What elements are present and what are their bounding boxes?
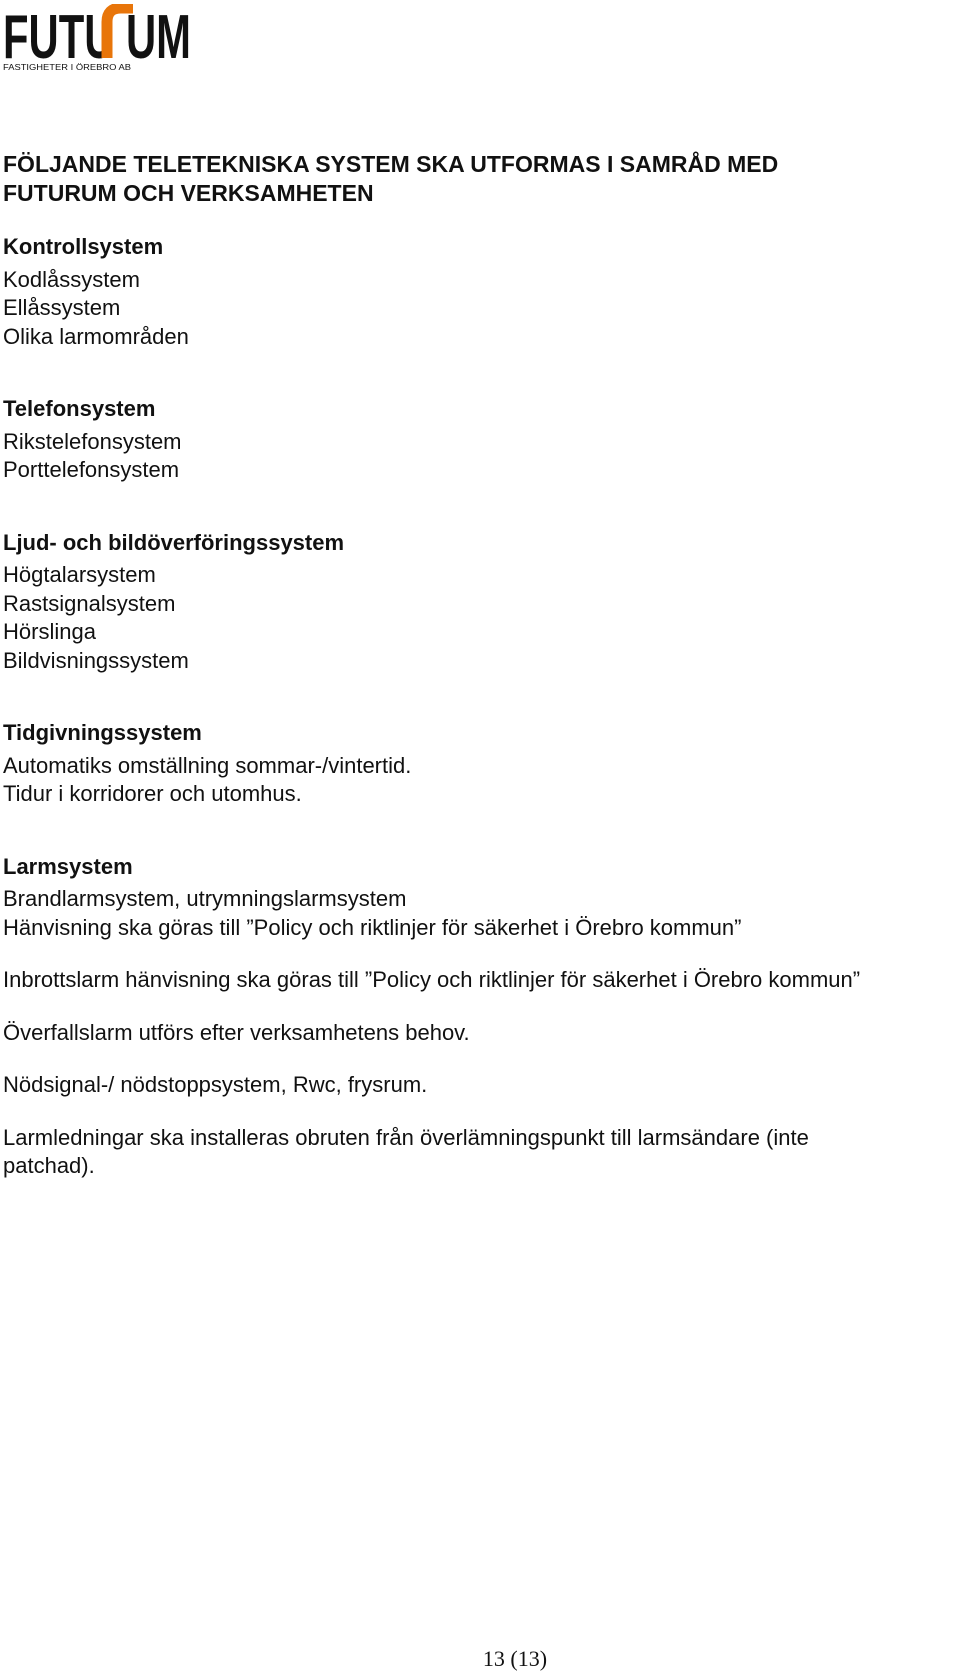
futurum-logo	[3, 4, 195, 74]
futurum-logo-graphic	[3, 4, 195, 74]
list-item: Tidur i korridorer och utomhus.	[3, 781, 302, 806]
section-heading: Kontrollsystem	[3, 234, 164, 259]
paragraph-larmledningar: Larmledningar ska installeras obruten från överlämningspunkt till larmsändare (inte patchad).	[3, 1124, 809, 1178]
page-number: 13 (13)	[482, 1646, 548, 1671]
list-item: Rikstelefonsystem	[3, 428, 182, 454]
section-heading: Larmsystem	[3, 853, 133, 879]
section-telefonsystem	[3, 395, 953, 485]
list-item: Rastsignalsystem	[3, 590, 176, 616]
main-title-line2: FUTURUM OCH VERKSAMHETEN	[3, 180, 374, 206]
list-item: Brandlarmsystem, utrymningslarmsystem	[3, 886, 407, 911]
section-heading: Tidgivningssystem	[3, 720, 202, 745]
list-item: Ellåssystem	[3, 295, 121, 320]
list-item: Högtalarsystem	[3, 562, 156, 587]
main-title	[3, 150, 953, 208]
list-item: Hänvisning ska göras till ”Policy och riktlinjer för säkerhet i Örebro kommun”	[3, 914, 742, 940]
section-heading: Ljud- och bildöverföringssystem	[3, 529, 345, 555]
list-item: Automatiks omställning sommar-/vintertid.	[3, 752, 412, 778]
list-item: Hörslinga	[3, 619, 96, 644]
paragraph-nodsignal: Nödsignal-/ nödstoppsystem, Rwc, frysrum.	[3, 1072, 428, 1097]
list-item: Bildvisningssystem	[3, 647, 189, 673]
main-title-line1: FÖLJANDE TELETEKNISKA SYSTEM SKA UTFORMAS I SAMRÅD MED	[3, 151, 779, 177]
svg-text:FUTU UM: FUTU UM	[3, 4, 191, 72]
paragraph-inbrottslarm: Inbrottslarm hänvisning ska göras till ”Policy och riktlinjer för säkerhet i Örebro kommun”	[3, 967, 861, 992]
section-kontrollsystem	[3, 233, 953, 351]
list-item: Porttelefonsystem	[3, 457, 180, 482]
section-tidgivning	[3, 719, 953, 809]
list-item: Olika larmområden	[3, 323, 189, 349]
list-item: Kodlåssystem	[3, 266, 140, 292]
paragraph-overfallslarm: Överfallslarm utförs efter verksamhetens behov.	[3, 1019, 470, 1045]
document-body	[3, 150, 953, 1181]
section-ljud-bild	[3, 529, 953, 676]
svg-text:FASTIGHETER I ÖREBRO AB: FASTIGHETER I ÖREBRO AB	[3, 62, 132, 72]
section-heading: Telefonsystem	[3, 396, 156, 421]
section-larmsystem	[3, 853, 953, 943]
